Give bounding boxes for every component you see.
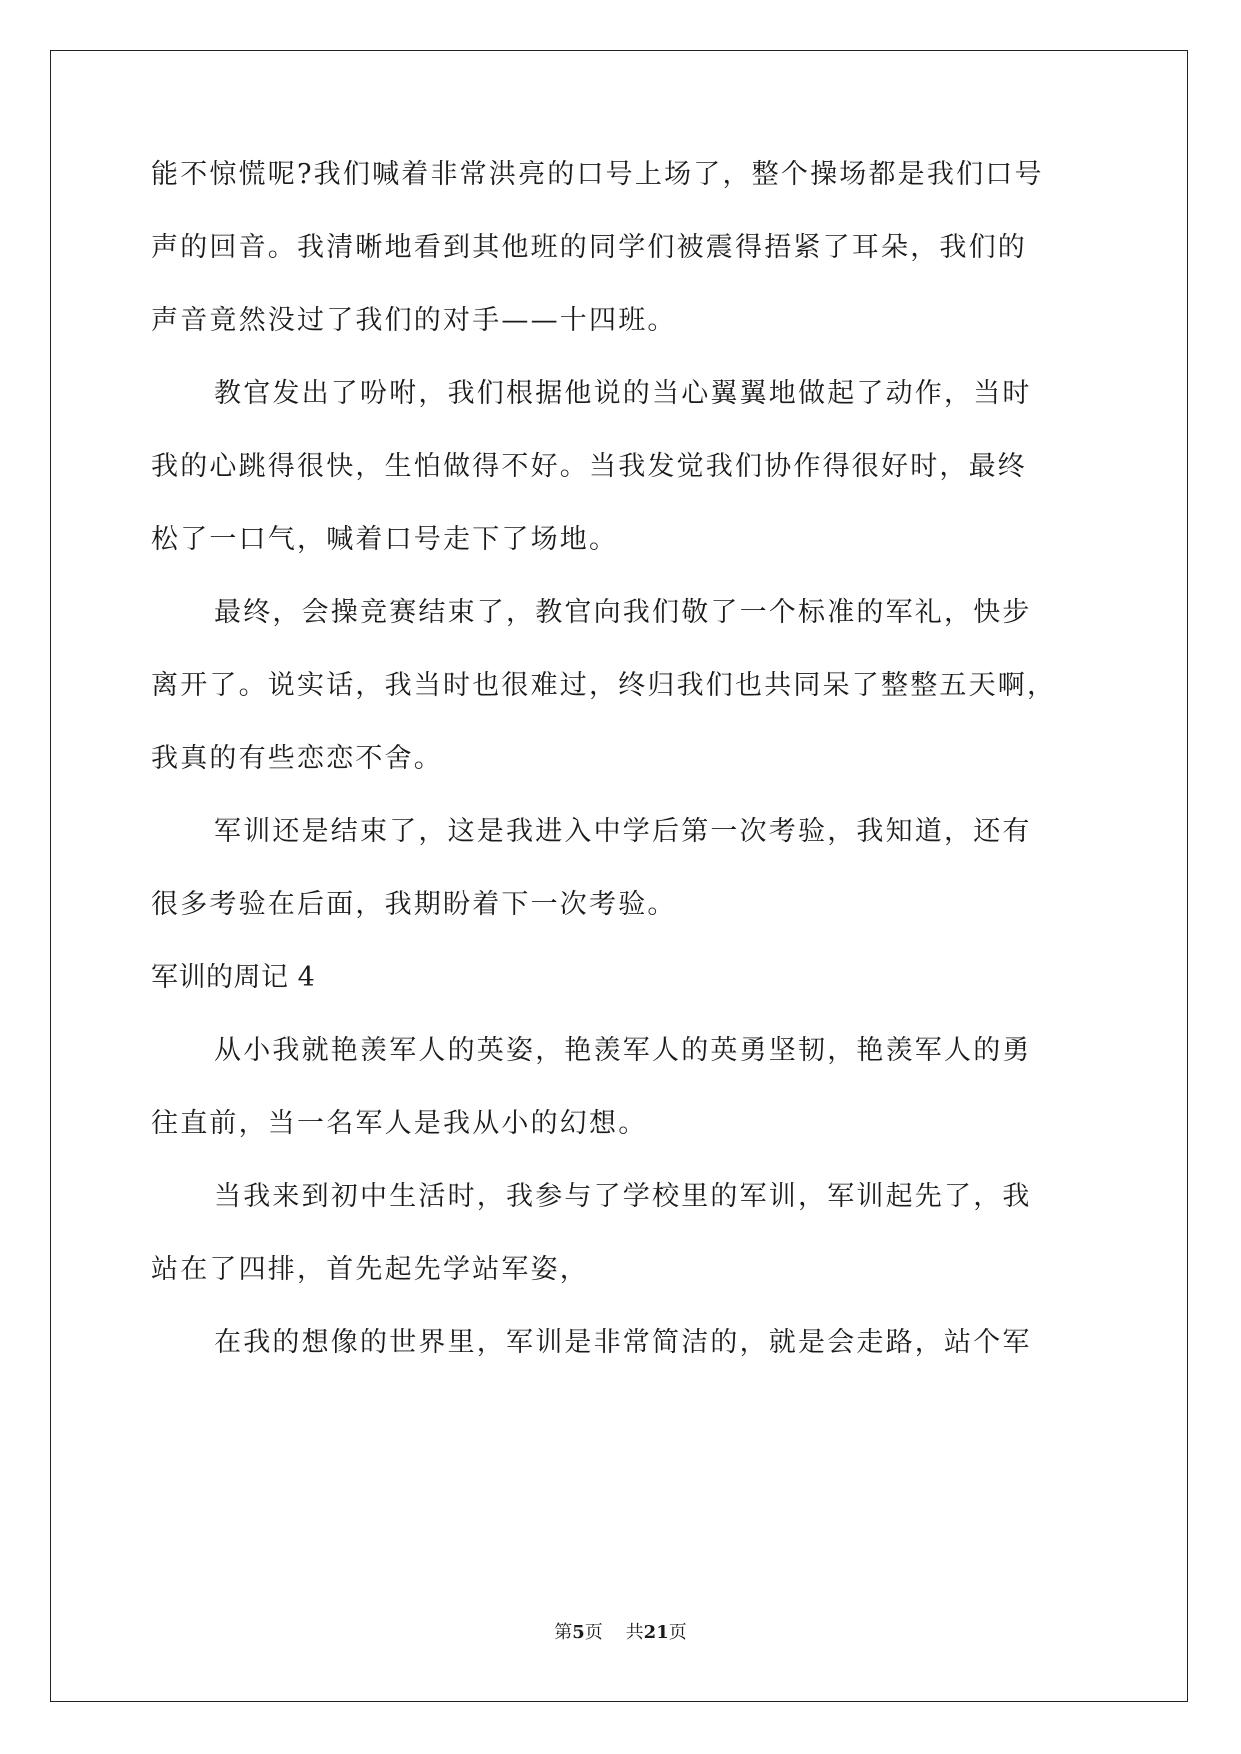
paragraph-start: 当我来到初中生活时，我参与了学校里的军训，军训起先了，我 (214, 1181, 1032, 1212)
text-line: 能不惊慌呢?我们喊着非常洪亮的口号上场了，整个操场都是我们口号 (151, 159, 1044, 190)
paragraph-start: 教官发出了吩咐，我们根据他说的当心翼翼地做起了动作，当时 (214, 378, 1032, 409)
page-number: 5 (572, 1622, 585, 1643)
text-line: 很多考验在后面，我期盼着下一次考验。 (151, 889, 677, 920)
text-line: 站在了四排，首先起先学站军姿， (151, 1254, 589, 1285)
text-line: 声的回音。我清晰地看到其他班的同学们被震得捂紧了耳朵，我们的 (151, 232, 1027, 263)
text-line: 声音竟然没过了我们的对手——十四班。 (151, 305, 677, 336)
total-suffix: 页 (668, 1622, 687, 1643)
paragraph-start: 最终，会操竞赛结束了，教官向我们敬了一个标准的军礼，快步 (214, 597, 1032, 628)
text-line: 往直前，当一名军人是我从小的幻想。 (151, 1108, 648, 1139)
page-suffix: 页 (584, 1622, 603, 1643)
page-footer (0, 1621, 1241, 1645)
page-prefix: 第 (554, 1622, 573, 1643)
paragraph-start: 在我的想像的世界里，军训是非常简洁的，就是会走路，站个军 (214, 1327, 1032, 1358)
text-line: 离开了。说实话，我当时也很难过，终归我们也共同呆了整整五天啊， (151, 670, 1057, 701)
text-line: 松了一口气，喊着口号走下了场地。 (151, 524, 619, 555)
total-prefix: 共 (625, 1622, 644, 1643)
text-line: 我真的有些恋恋不舍。 (151, 743, 443, 774)
paragraph-start: 从小我就艳羡军人的英姿，艳羡军人的英勇坚韧，艳羡军人的勇 (214, 1035, 1032, 1066)
section-heading: 军训的周记 4 (151, 962, 316, 993)
paragraph-start: 军训还是结束了，这是我进入中学后第一次考验，我知道，还有 (214, 816, 1032, 847)
page-border (50, 50, 1188, 1702)
total-pages: 21 (643, 1622, 669, 1643)
text-line: 我的心跳得很快，生怕做得不好。当我发觉我们协作得很好时，最终 (151, 451, 1027, 482)
